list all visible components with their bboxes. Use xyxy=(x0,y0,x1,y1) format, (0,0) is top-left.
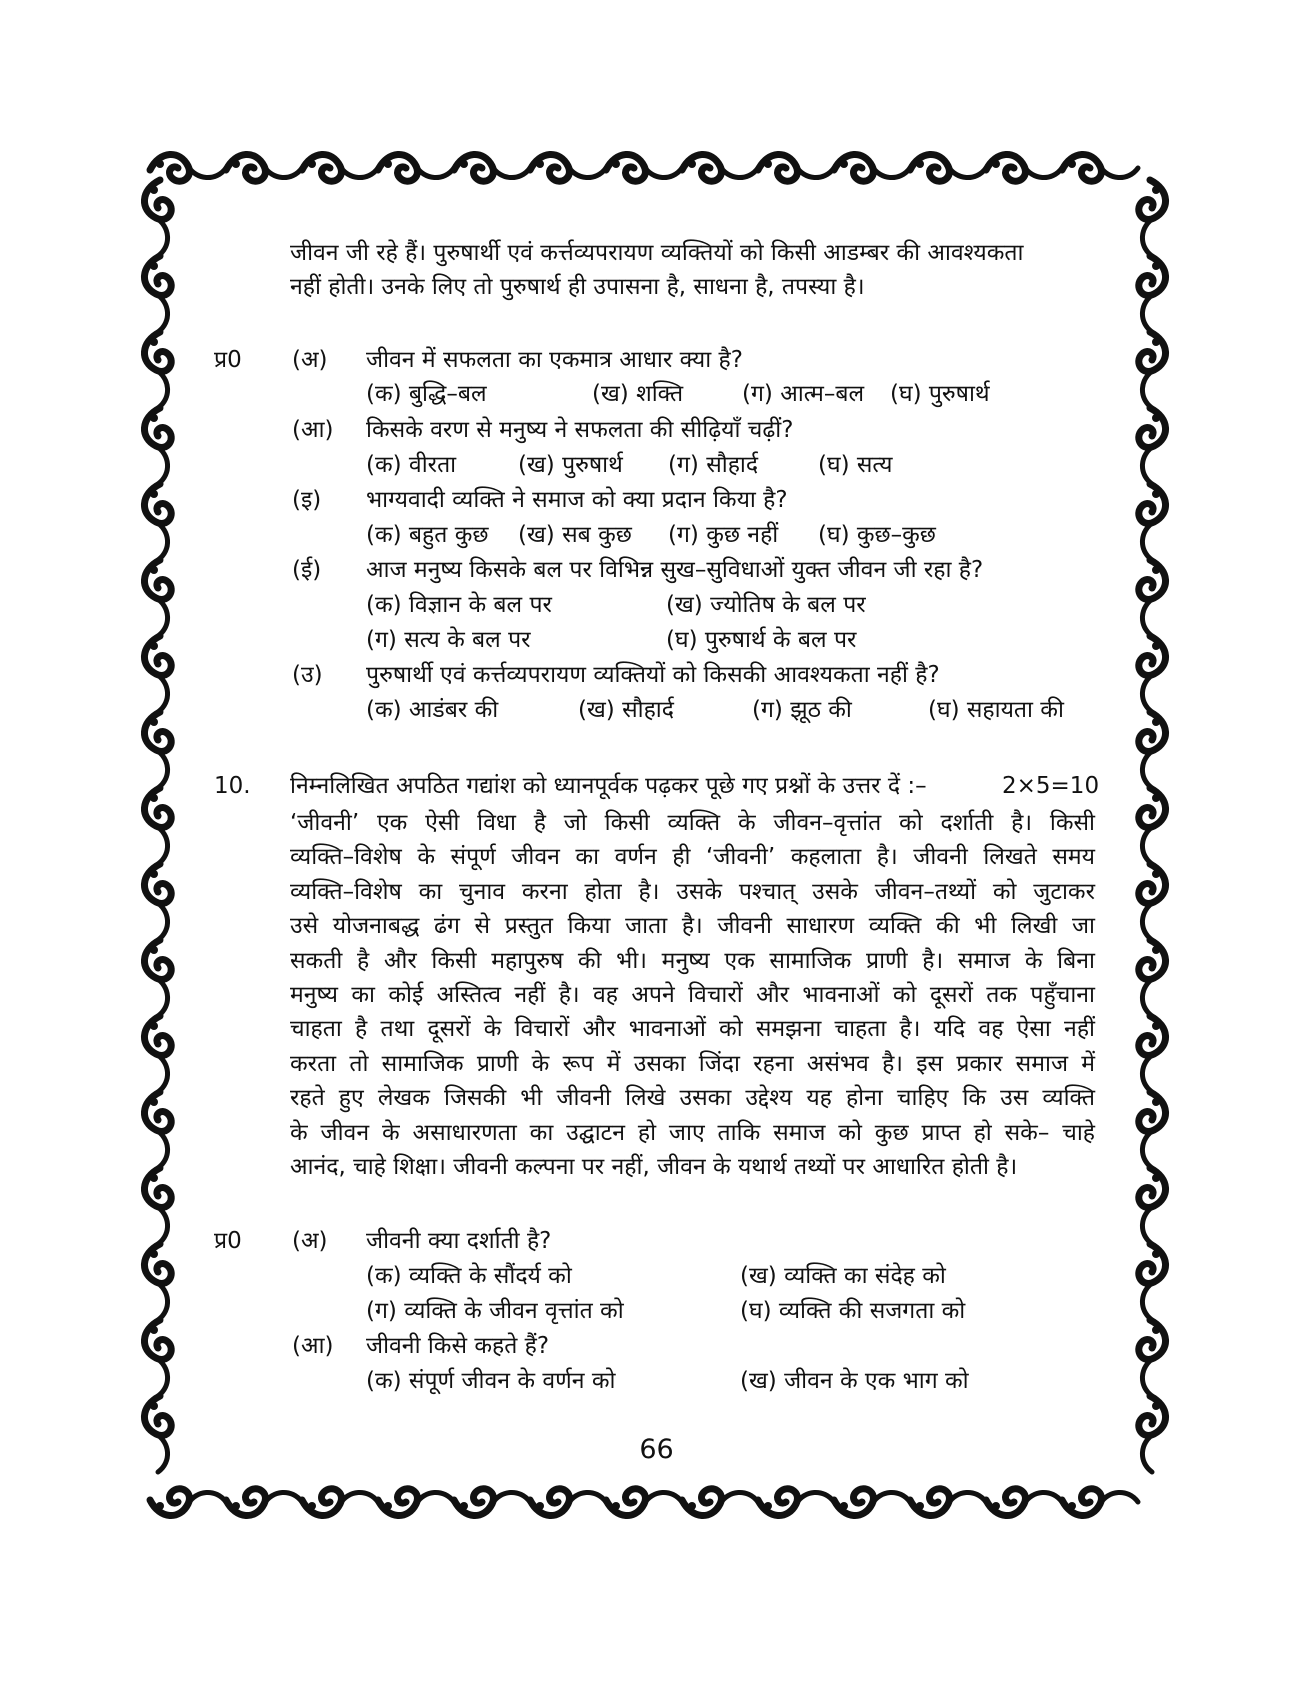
border-ornament xyxy=(144,636,171,712)
option: (क) विज्ञान के बल पर xyxy=(366,592,552,618)
option: (क) व्यक्ति के सौंदर्य को xyxy=(366,1263,572,1289)
border-ornament xyxy=(1139,408,1166,484)
border-ornament xyxy=(606,1489,682,1516)
question-number: 10. xyxy=(214,773,251,799)
option: (ग) सौहार्द xyxy=(668,452,759,478)
border-ornament xyxy=(226,1489,302,1516)
border-ornament xyxy=(1139,180,1166,256)
border-ornament xyxy=(758,154,834,181)
border-ornament xyxy=(910,154,986,181)
passage-line: रहते हुए लेखक जिसकी भी जीवनी लिखे उसका उद्देश्य यह होना चाहिए कि उस व्यक्ति xyxy=(290,1085,1095,1112)
border-ornament xyxy=(1139,332,1166,408)
passage-line: नहीं होती। उनके लिए तो पुरुषार्थ ही उपासना है, साधना है, तपस्या है। xyxy=(290,274,865,300)
passage-line: के जीवन के असाधारणता का उद्घाटन हो जाए ताकि समाज को कुछ प्राप्त हो सके– चाहे xyxy=(290,1119,1095,1146)
border-ornament xyxy=(144,864,171,940)
question-marker: (अ) xyxy=(292,347,328,373)
border-ornament xyxy=(758,1489,834,1516)
border-ornament xyxy=(1062,1489,1138,1516)
border-ornament xyxy=(910,1489,986,1516)
border-ornament xyxy=(144,256,171,332)
question-text: आज मनुष्य किसके बल पर विभिन्न सुख–सुविधाओं युक्त जीवन जी रहा है? xyxy=(366,557,984,583)
border-ornament xyxy=(144,1016,171,1092)
border-ornament xyxy=(144,332,171,408)
border-ornament xyxy=(1139,864,1166,940)
border-ornament xyxy=(144,940,171,1016)
passage-line: मनुष्य का कोई अस्तित्व नहीं है। वह अपने विचारों और भावनाओं को दूसरों तक पहुँचाना xyxy=(290,982,1095,1008)
border-ornament xyxy=(834,154,910,181)
passage-line: सकती है और किसी महापुरुष की भी। मनुष्य एक सामाजिक प्राणी है। समाज के बिना xyxy=(290,947,1095,974)
question-text: जीवन में सफलता का एकमात्र आधार क्या है? xyxy=(366,347,743,373)
question-marker: (उ) xyxy=(292,662,323,688)
option: (ख) शक्ति xyxy=(592,381,684,407)
question-text: भाग्यवादी व्यक्ति ने समाज को क्या प्रदान किया है? xyxy=(366,487,788,513)
option: (ख) ज्योतिष के बल पर xyxy=(666,592,866,618)
passage-line: व्यक्ति–विशेष का चुनाव करना होता है। उसके पश्चात् उसके जीवन–तथ्यों को जुटाकर xyxy=(290,878,1095,905)
border-ornament xyxy=(144,560,171,636)
question-label: प्र0 xyxy=(214,347,242,373)
border-ornament xyxy=(144,788,171,864)
border-ornament xyxy=(1139,1320,1166,1396)
passage-line: व्यक्ति–विशेष के संपूर्ण जीवन का वर्णन ही ‘जीवनी’ कहलाता है। जीवनी लिखते समय xyxy=(290,844,1095,871)
border-ornament xyxy=(986,1489,1062,1516)
border-ornament xyxy=(606,154,682,181)
question-text: पुरुषार्थी एवं कर्त्तव्यपरायण व्यक्तियों को किसकी आवश्यकता नहीं है? xyxy=(366,662,940,688)
border-ornament xyxy=(378,1489,454,1516)
option: (क) आडंबर की xyxy=(366,697,499,723)
question-marker: (ई) xyxy=(292,557,322,583)
passage-line: चाहता है तथा दूसरों के विचारों और भावनाओं को समझना चाहता है। यदि वह ऐसा नहीं xyxy=(290,1016,1095,1043)
option: (ख) पुरुषार्थ xyxy=(518,452,623,478)
border-ornament xyxy=(1139,256,1166,332)
option: (ख) व्यक्ति का संदेह को xyxy=(740,1263,946,1289)
border-ornament xyxy=(682,1489,758,1516)
option: (ख) सौहार्द xyxy=(578,697,674,723)
question-marker: (आ) xyxy=(292,1333,334,1359)
option: (ख) सब कुछ xyxy=(518,522,632,548)
option: (ग) सत्य के बल पर xyxy=(366,627,531,653)
option: (घ) पुरुषार्थ के बल पर xyxy=(666,627,857,653)
border-ornament xyxy=(986,154,1062,181)
question-marker: (इ) xyxy=(292,487,322,513)
option: (घ) सत्य xyxy=(818,452,893,478)
border-ornament xyxy=(144,712,171,788)
border-ornament xyxy=(454,1489,530,1516)
question-label: प्र0 xyxy=(214,1228,242,1254)
border-ornament xyxy=(1139,1168,1166,1244)
border-ornament xyxy=(1139,1092,1166,1168)
option: (घ) सहायता की xyxy=(928,697,1064,723)
border-ornament xyxy=(682,154,758,181)
question-text: किसके वरण से मनुष्य ने सफलता की सीढ़ियाँ चढ़ीं? xyxy=(366,417,794,443)
border-ornament xyxy=(378,154,454,181)
option: (क) संपूर्ण जीवन के वर्णन को xyxy=(366,1368,616,1394)
border-ornament xyxy=(1139,788,1166,864)
question-text: जीवनी किसे कहते हैं? xyxy=(366,1333,550,1359)
option: (घ) कुछ–कुछ xyxy=(818,522,936,548)
question-text: जीवनी क्या दर्शाती है? xyxy=(366,1228,552,1254)
border-ornament xyxy=(1139,1244,1166,1320)
option: (ग) झूठ की xyxy=(752,697,852,723)
border-ornament xyxy=(144,1320,171,1396)
border-ornament xyxy=(530,1489,606,1516)
border-ornament xyxy=(1062,154,1138,181)
border-ornament xyxy=(530,154,606,181)
option: (घ) पुरुषार्थ xyxy=(890,381,990,407)
marks: 2×5=10 xyxy=(1002,773,1100,799)
option: (ग) व्यक्ति के जीवन वृत्तांत को xyxy=(366,1298,624,1324)
option: (ग) कुछ नहीं xyxy=(668,522,779,548)
border-ornament xyxy=(1139,560,1166,636)
border-ornament xyxy=(226,154,302,181)
option: (ख) जीवन के एक भाग को xyxy=(740,1368,969,1394)
option: (घ) व्यक्ति की सजगता को xyxy=(740,1298,966,1324)
border-ornament xyxy=(1139,712,1166,788)
passage-line: ‘जीवनी’ एक ऐसी विधा है जो किसी व्यक्ति के जीवन–वृत्तांत को दर्शाती है। किसी xyxy=(290,810,1095,836)
border-ornament xyxy=(1139,636,1166,712)
passage-line: आनंद, चाहे शिक्षा। जीवनी कल्पना पर नहीं, जीवन के यथार्थ तथ्यों पर आधारित होती है। xyxy=(290,1154,1018,1180)
border-ornament xyxy=(144,180,171,256)
border-ornament xyxy=(1139,940,1166,1016)
border-ornament xyxy=(302,1489,378,1516)
question-instruction: निम्नलिखित अपठित गद्यांश को ध्यानपूर्वक पढ़कर पूछे गए प्रश्नों के उत्तर दें :– xyxy=(290,773,927,799)
border-ornament xyxy=(1139,484,1166,560)
border-ornament xyxy=(144,1168,171,1244)
question-marker: (आ) xyxy=(292,417,334,443)
option: (क) बहुत कुछ xyxy=(366,522,489,548)
border-ornament xyxy=(144,484,171,560)
border-ornament xyxy=(150,1489,226,1516)
border-ornament xyxy=(144,1244,171,1320)
border-ornament xyxy=(144,408,171,484)
passage-line: उसे योजनाबद्ध ढंग से प्रस्तुत किया जाता है। जीवनी साधारण व्यक्ति की भी लिखी जा xyxy=(290,913,1095,940)
border-ornament xyxy=(144,1092,171,1168)
border-ornament xyxy=(302,154,378,181)
border-ornament xyxy=(1139,1016,1166,1092)
option: (क) बुद्धि–बल xyxy=(366,381,487,407)
option: (क) वीरता xyxy=(366,452,457,478)
border-ornament xyxy=(454,154,530,181)
passage-line: करता तो सामाजिक प्राणी के रूप में उसका जिंदा रहना असंभव है। इस प्रकार समाज में xyxy=(290,1050,1095,1077)
option: (ग) आत्म–बल xyxy=(742,381,865,407)
border-ornament xyxy=(834,1489,910,1516)
passage-line: जीवन जी रहे हैं। पुरुषार्थी एवं कर्त्तव्यपरायण व्यक्तियों को किसी आडम्बर की आवश्यकता xyxy=(290,240,1024,266)
question-marker: (अ) xyxy=(292,1228,328,1254)
page-number: 66 xyxy=(639,1434,674,1465)
